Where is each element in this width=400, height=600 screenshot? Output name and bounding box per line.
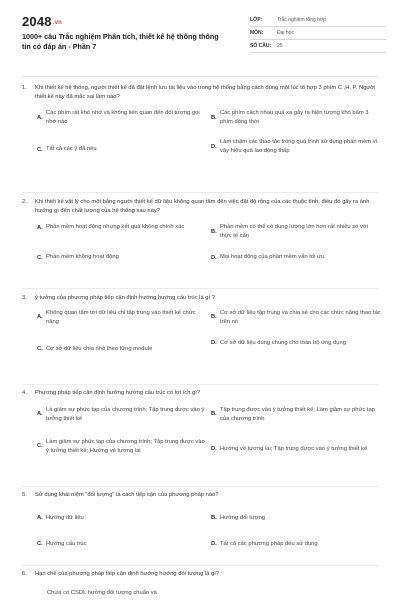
question-text: Phương pháp tiếp cận định hướng hướng cấu trúc có lợi ích gì? bbox=[35, 390, 201, 396]
option-text: Hướng về tương lai; Tập trung được vào ý tưởng thiết kế bbox=[220, 445, 368, 452]
option-text: Làm giảm sự phức tạp của chương trình; Tập trung được vào ý tưởng thiết kế; Hướng về tương lai bbox=[46, 438, 205, 454]
question-number: 2. bbox=[22, 199, 27, 205]
question-3 bbox=[22, 294, 382, 365]
option-text: Làm chậm các thao tác trong quá trình sử dụng phần mềm vì vậy hiệu quả lao động thấp bbox=[220, 139, 378, 155]
question-5 bbox=[22, 491, 382, 556]
option-label: B. bbox=[211, 314, 217, 321]
question-number: 1. bbox=[22, 85, 27, 91]
option-text: Là giảm sự phức tạp của chương trình; Tập trung được vào ý tưởng thiết kế bbox=[46, 406, 205, 422]
options bbox=[35, 215, 382, 271]
question-divider bbox=[22, 486, 378, 487]
option-label: D. bbox=[211, 254, 217, 261]
question-text: Hạn chế của phương pháp tiếp cận định hướng hướng đối tượng là gì? bbox=[35, 571, 220, 577]
option-d[interactable] bbox=[211, 445, 381, 454]
question-number: 3. bbox=[22, 295, 27, 301]
option-text: Chưa có CSDL hướng đối tượng chuẩn và bbox=[47, 589, 157, 596]
option-b[interactable] bbox=[211, 514, 381, 523]
option-label: B. bbox=[211, 115, 217, 122]
question-2 bbox=[22, 198, 382, 271]
option-label: A. bbox=[37, 224, 43, 231]
meta-value: Đại học bbox=[277, 30, 294, 36]
option-text: Hướng cấu trúc bbox=[46, 540, 87, 547]
question-text: ý tưởng của phương pháp tiếp cận định hướng hướng cấu trúc là gì ? bbox=[35, 295, 215, 301]
option-b[interactable] bbox=[211, 406, 381, 424]
question-4 bbox=[22, 389, 382, 486]
header-divider bbox=[22, 76, 378, 77]
option-text: Cơ sở dữ liệu chia nhỏ theo từng module bbox=[46, 345, 153, 352]
option-label: B. bbox=[211, 229, 217, 236]
meta-row-count bbox=[250, 40, 386, 53]
option-a[interactable] bbox=[37, 223, 205, 232]
question-text: Khi thiết kế hệ thống, người thiết kế đã đặt lệnh lưu tài liệu vào trong hệ thống bằng cách dùng một lúc tổ hợp 3 phím C ,H, P. Người thiết kế này đã mắc sai lầm nào? bbox=[35, 85, 376, 100]
option-label: C. bbox=[37, 345, 43, 352]
meta-row-subject bbox=[250, 27, 386, 40]
option-a[interactable] bbox=[37, 309, 205, 327]
options bbox=[35, 303, 382, 365]
option-b[interactable] bbox=[211, 109, 381, 127]
option-text: Tập trung được vào ý tưởng thiết kế; Làm giảm sự phức tạp của chương trình bbox=[220, 406, 375, 422]
option-d[interactable] bbox=[211, 540, 381, 549]
options bbox=[35, 101, 382, 175]
option-label: C. bbox=[37, 540, 43, 547]
option-label: B. bbox=[211, 411, 217, 418]
option-label: A. bbox=[37, 514, 43, 521]
meta-value: 25 bbox=[277, 43, 283, 49]
option-c[interactable] bbox=[37, 540, 205, 549]
question-6 bbox=[22, 570, 382, 599]
option-d[interactable] bbox=[211, 339, 381, 348]
option-text: Phần mềm hoạt động nhưng kết quả không chính xác bbox=[46, 224, 185, 231]
option-text: Mọi hoạt động của phần mềm vẫn tối ưu bbox=[220, 254, 325, 261]
question-text: Sử dụng khái niệm "đối tượng" là cách tiếp cận của phương pháp nào? bbox=[35, 492, 219, 498]
question-divider bbox=[22, 565, 378, 566]
option-label: C. bbox=[37, 254, 43, 261]
option-label: A. bbox=[37, 411, 43, 418]
question-text: Khi thiết kế vật lý cho một bảng người thiết kế dữ liệu không quan tâm đến việc đặt độ rộng của các thuộc tính, điều đó gây ra ảnh hưởng gì đến chất lượng của hệ thống sau này? bbox=[35, 199, 370, 214]
option-text: Cơ sở dữ liệu tập trung và chia sẻ cho các chức năng thao tác trên nó bbox=[220, 309, 381, 325]
option-text: Không quan tâm tới dữ liệu chỉ tập trung vào thiết kế chức năng bbox=[46, 309, 196, 325]
options bbox=[35, 579, 382, 599]
option-d[interactable] bbox=[211, 253, 381, 262]
option-label: C. bbox=[37, 146, 43, 153]
options bbox=[35, 500, 382, 556]
meta-key: MÔN: bbox=[250, 30, 264, 36]
question-number: 5. bbox=[22, 492, 27, 498]
option-label: D. bbox=[211, 445, 217, 452]
meta-key: SỐ CÂU: bbox=[250, 43, 272, 49]
site-logo[interactable] bbox=[22, 14, 62, 29]
option-b[interactable] bbox=[211, 309, 381, 327]
option-c[interactable] bbox=[37, 345, 205, 354]
option-text: Hướng đối tượng bbox=[220, 514, 266, 521]
option-label: D. bbox=[211, 339, 217, 346]
option-text: Tất cả các phương pháp đều sử dụng bbox=[220, 540, 318, 547]
option-text: Hướng dữ liệu bbox=[46, 514, 84, 521]
meta-table bbox=[250, 14, 386, 53]
option-c[interactable] bbox=[37, 145, 205, 154]
question-divider bbox=[22, 288, 378, 289]
option-text: Phần mềm không hoạt động bbox=[46, 254, 119, 261]
option-label: A. bbox=[37, 115, 43, 122]
option-text: Các phím cách nhau quá xa gây ra hiện tượng khó bấm 3 phím đồng thời bbox=[220, 110, 369, 126]
question-stem bbox=[22, 198, 382, 215]
question-divider bbox=[22, 384, 378, 385]
question-1 bbox=[22, 84, 382, 175]
logo-suffix: .vn bbox=[52, 20, 63, 26]
option-a[interactable] bbox=[37, 406, 205, 424]
option-c[interactable] bbox=[37, 438, 205, 456]
option-label: D. bbox=[211, 144, 217, 151]
document-header bbox=[22, 14, 382, 72]
logo-text: 2048 bbox=[22, 14, 52, 29]
option-label: C. bbox=[37, 443, 43, 450]
option-a[interactable] bbox=[47, 589, 215, 598]
option-text: Phần mềm có thể có dung lượng lớn hơn rất nhiều so với thực tế cần bbox=[220, 224, 368, 240]
option-b[interactable] bbox=[211, 223, 381, 241]
option-d[interactable] bbox=[211, 138, 381, 156]
option-a[interactable] bbox=[37, 514, 205, 523]
option-c[interactable] bbox=[37, 253, 205, 262]
question-divider bbox=[22, 192, 378, 193]
option-label: D. bbox=[211, 540, 217, 547]
meta-key: LỚP: bbox=[250, 17, 263, 23]
option-a[interactable] bbox=[37, 109, 205, 127]
meta-row-class bbox=[250, 14, 386, 27]
options bbox=[35, 398, 382, 486]
question-stem bbox=[22, 294, 382, 303]
question-number: 6. bbox=[22, 571, 27, 577]
question-stem bbox=[22, 570, 382, 579]
meta-value: Trắc nghiệm tổng hợp bbox=[277, 17, 326, 23]
question-stem bbox=[22, 84, 382, 101]
page-title: 1000+ câu Trắc nghiệm Phân tích, thiết kế hệ thống thông tin có đáp án - Phần 7 bbox=[22, 32, 219, 52]
question-number: 4. bbox=[22, 390, 27, 396]
option-label: B. bbox=[211, 514, 217, 521]
option-text: Cơ sở dữ liệu dùng chung cho toàn bộ ứng dụng bbox=[220, 339, 346, 346]
option-text: Các phím rất khó nhớ và không liên quan đến đối tượng gọi nhớ nào bbox=[46, 110, 200, 126]
question-stem bbox=[22, 491, 382, 500]
option-label: A. bbox=[37, 314, 43, 321]
option-text: Tất cả các ý đã nêu bbox=[46, 146, 97, 153]
question-stem bbox=[22, 389, 382, 398]
